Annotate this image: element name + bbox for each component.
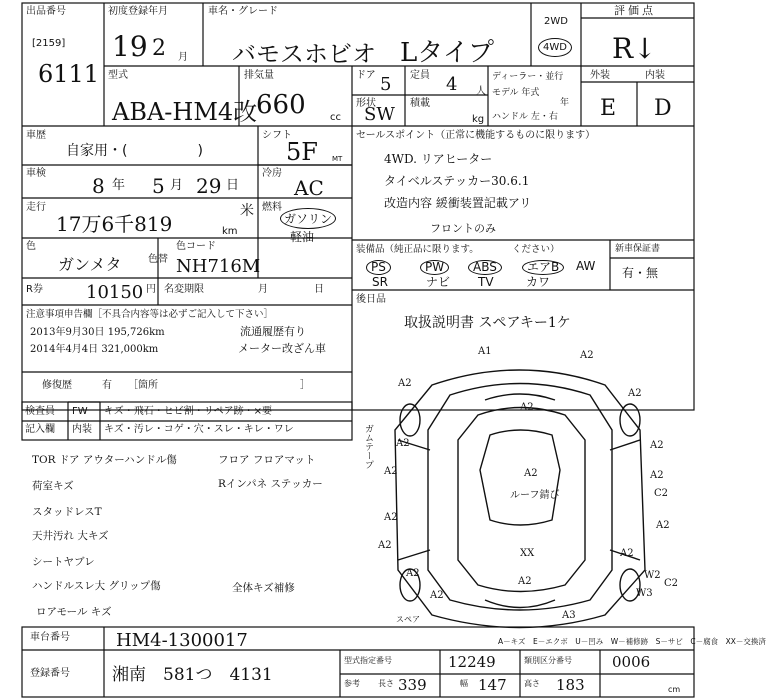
grade: Lタイプ xyxy=(400,38,494,68)
recycle-value: 10150 xyxy=(86,282,144,303)
yen-unit: 円 xyxy=(146,284,156,295)
inner-note: ルーフ錆び xyxy=(510,490,560,501)
cc-unit: cc xyxy=(330,112,341,123)
registration-label: 登録番号 xyxy=(30,668,70,679)
ref-label: 参考 xyxy=(344,679,360,688)
damage-mark-1: A1 xyxy=(478,346,492,357)
body-label: 形状 xyxy=(356,98,376,109)
equip-tv: TV xyxy=(478,275,494,289)
inspection-year: 8 xyxy=(92,174,105,198)
equip-aw: AW xyxy=(576,259,596,273)
chassis-value: HM4-1300017 xyxy=(116,630,248,651)
damage-mark-19: XX xyxy=(520,548,535,559)
tape-note: ガムテープ xyxy=(363,424,373,469)
equip-pw: PW xyxy=(420,260,449,275)
lot-reference: [2159] xyxy=(32,38,66,49)
chassis-label: 車台番号 xyxy=(30,632,70,643)
load-label: 積載 xyxy=(410,98,430,109)
first-registration-year: 19 xyxy=(112,30,148,63)
car-name: バモスホビオ xyxy=(232,40,376,68)
equip-ps: PS xyxy=(366,260,391,275)
lot-number: 6111 xyxy=(38,60,100,88)
dealer-label: ディーラー・並行 xyxy=(492,72,564,82)
model-year-unit: 年 xyxy=(560,98,570,108)
name-grade-label: 車名・グレード xyxy=(208,6,278,17)
fuel-gasoline: ガソリン xyxy=(280,208,336,229)
accessories-label: 後日品 xyxy=(356,294,386,305)
first-registration-month: 2 xyxy=(152,36,166,61)
month-unit: 月 xyxy=(178,52,188,63)
handle-label: ハンドル 左・右 xyxy=(492,112,558,122)
kg-unit: kg xyxy=(472,114,485,125)
model-type-label: 型式 xyxy=(108,70,128,81)
damage-mark-14: C2 xyxy=(654,488,669,499)
rating-value: R↓ xyxy=(612,32,657,65)
inspector-note-4: Rインパネ ステッカー xyxy=(218,478,323,490)
color-code-label: 色コード xyxy=(176,241,216,252)
damage-mark-16: C2 xyxy=(664,578,679,589)
height-label: 高さ xyxy=(524,679,540,688)
drive-2wd: 2WD xyxy=(544,16,568,27)
ac-label: 冷房 xyxy=(262,168,282,179)
damage-mark-13: A3 xyxy=(562,610,576,621)
name-change-label: 名変期限 xyxy=(164,284,204,295)
model-type-value: ABA-HM4改 xyxy=(112,98,258,126)
history-value: 自家用・( ) xyxy=(66,143,203,159)
damage-mark-3: A2 xyxy=(520,402,534,413)
shift-label: シフト xyxy=(262,130,292,141)
notes-line-1: 2013年9月30日 195,726km xyxy=(30,327,165,338)
sales-point-2: タイベルステッカー30.6.1 xyxy=(384,174,530,188)
shift-suffix: MT xyxy=(332,155,343,163)
width-label: 幅 xyxy=(460,679,468,688)
inspector-label-1: 検査員 xyxy=(25,406,55,417)
person-unit: 人 xyxy=(476,86,486,97)
displacement-label: 排気量 xyxy=(244,70,274,81)
equip-leather: カワ xyxy=(526,275,551,289)
doors-value: 5 xyxy=(380,74,392,95)
inspector-note-3: 荷室キズ xyxy=(32,480,74,492)
equip-sr: SR xyxy=(372,275,388,289)
registration-value: 湘南 581つ 4131 xyxy=(112,665,273,685)
accessories-value: 取扱説明書 スペアキー1ケ xyxy=(404,315,571,331)
name-change-month: 月 xyxy=(258,284,268,295)
inspector-note-5: スタッドレスT xyxy=(32,506,102,518)
spare-label: スペア xyxy=(396,615,420,624)
fuel-diesel: 軽油 xyxy=(290,230,315,244)
inspection-label: 車検 xyxy=(26,168,46,179)
doors-label: ドア xyxy=(356,70,376,81)
sales-point-4: フロントのみ xyxy=(430,222,496,235)
damage-mark-23: A2 xyxy=(378,540,392,551)
damage-mark-6: A2 xyxy=(396,438,410,449)
warranty-label: 新車保証書 xyxy=(615,244,661,254)
drive-4wd: 4WD xyxy=(538,38,572,57)
name-change-day: 日 xyxy=(314,284,324,295)
damage-mark-8: A2 xyxy=(650,440,664,451)
mileage-label: 走行 xyxy=(26,202,46,213)
inspector-note-1: TOR ドア アウターハンドル傷 xyxy=(32,454,177,466)
inspector-note-8: ハンドルスレ大 グリップ傷 xyxy=(32,580,161,592)
meter-mark: 米 xyxy=(240,203,254,219)
notes-label: 注意事項申告欄［不具合内容等は必ずご記入して下さい］ xyxy=(26,309,274,320)
body-value: SW xyxy=(364,104,395,125)
height-value: 183 xyxy=(556,676,585,694)
damage-mark-18: A2 xyxy=(406,568,420,579)
repair-bracket-end: ］ xyxy=(300,380,310,391)
damage-mark-10: A2 xyxy=(384,512,398,523)
inspection-month-unit: 月 xyxy=(170,178,184,193)
inspection-day: 29 xyxy=(196,174,222,198)
repair-label: 修復歴 xyxy=(42,380,72,391)
fw-items: キズ・飛石・ヒビ割・リペア跡・×要 xyxy=(104,406,272,417)
damage-mark-17: W2 xyxy=(644,570,661,581)
interior-cond-label: 内装 xyxy=(72,424,92,435)
sales-point-3: 改造内容 緩衝装置記載アリ xyxy=(384,196,532,210)
lot-number-label: 出品番号 xyxy=(26,6,66,17)
fw-label: FW xyxy=(72,406,88,417)
damage-mark-12: A2 xyxy=(620,548,634,559)
repaint-label: 色替 xyxy=(148,254,168,265)
history-label: 車歴 xyxy=(26,130,46,141)
color-value: ガンメタ xyxy=(58,255,122,274)
repair-value: 有 xyxy=(102,380,112,391)
shift-value: 5F xyxy=(286,138,318,166)
inspector-note-6: 天井汚れ 大キズ xyxy=(32,530,109,542)
length-value: 339 xyxy=(398,676,427,694)
inspection-month: 5 xyxy=(152,174,165,198)
capacity-label: 定員 xyxy=(410,70,430,81)
inspection-year-unit: 年 xyxy=(112,178,126,193)
notes-right-1: 流通履歴有り xyxy=(240,325,306,338)
damage-mark-11: A2 xyxy=(656,520,670,531)
inspector-note-2: フロア フロアマット xyxy=(218,454,316,466)
damage-mark-4: A2 xyxy=(580,350,594,361)
interior-cond-items: キズ・汚レ・コゲ・穴・スレ・キレ・ワレ xyxy=(104,424,294,435)
equip-airbag: エアB xyxy=(522,260,564,275)
damage-legend: A－キズ E－エクボ U－凹み W－補修跡 S－サビ C－腐食 XX－交換済 xyxy=(498,637,766,646)
damage-mark-21: A2 xyxy=(430,590,444,601)
cm-unit: cm xyxy=(668,685,681,694)
damage-mark-5: A2 xyxy=(628,388,642,399)
ac-value: AC xyxy=(294,176,324,200)
type-designation-label: 型式指定番号 xyxy=(344,656,392,665)
exterior-label: 外装 xyxy=(590,70,610,81)
rating-label: 評価点 xyxy=(614,4,656,17)
interior-label: 内装 xyxy=(645,70,665,81)
inspector-note-10: ロアモール キズ xyxy=(36,606,112,618)
sales-points-label: セールスポイント（正常に機能するものに限ります） xyxy=(356,130,596,141)
category-value: 0006 xyxy=(612,653,651,671)
first-registration-label: 初度登録年月 xyxy=(108,6,168,17)
notes-right-2: メーター改ざん車 xyxy=(238,342,326,355)
color-code-value: NH716M xyxy=(176,256,261,277)
displacement-value: 660 xyxy=(256,90,306,120)
recycle-label: R券 xyxy=(26,284,43,295)
type-designation-value: 12249 xyxy=(448,653,496,671)
width-value: 147 xyxy=(478,676,507,694)
exterior-value: E xyxy=(600,96,617,121)
interior-value: D xyxy=(654,96,672,121)
model-year-label: モデル 年式 xyxy=(492,88,540,98)
sales-point-1: 4WD. リアヒーター xyxy=(384,152,493,166)
damage-mark-20: A2 xyxy=(518,576,532,587)
damage-mark-15: W3 xyxy=(636,588,653,599)
notes-line-2: 2014年4月4日 321,000km xyxy=(30,344,159,355)
damage-mark-9: A2 xyxy=(650,470,664,481)
equip-navi: ナビ xyxy=(426,275,451,289)
inspection-day-unit: 日 xyxy=(226,178,240,193)
color-label: 色 xyxy=(26,241,36,252)
capacity-value: 4 xyxy=(446,74,458,95)
damage-mark-22: A2 xyxy=(524,468,538,479)
km-unit: km xyxy=(222,226,238,237)
mileage-value: 17万6千819 xyxy=(56,212,173,236)
inspector-note-7: シートヤブレ xyxy=(32,556,95,568)
inspector-note-9: 全体キズ補修 xyxy=(232,582,295,594)
length-label: 長さ xyxy=(378,679,394,688)
warranty-value: 有・無 xyxy=(622,266,659,280)
inspector-label-2: 記入欄 xyxy=(25,424,55,435)
fuel-label: 燃料 xyxy=(262,202,282,213)
equip-abs: ABS xyxy=(468,260,502,275)
equipment-label: 装備品（純正品に限ります。 ください） xyxy=(356,244,560,255)
damage-mark-2: A2 xyxy=(398,378,412,389)
category-label: 類別区分番号 xyxy=(524,656,572,665)
repair-location: ［箇所 xyxy=(128,380,158,391)
damage-mark-7: A2 xyxy=(384,466,398,477)
